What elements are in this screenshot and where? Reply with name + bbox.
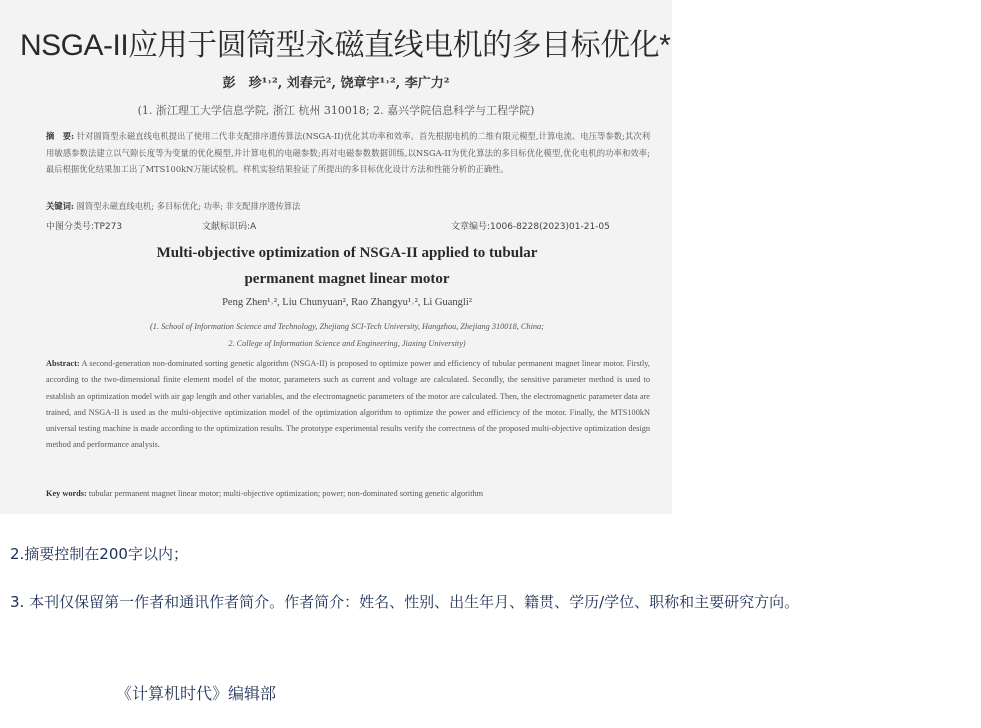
abstract-en-text: A second-generation non-dominated sorting genetic algorithm (NSGA-II) is proposed to optimize power and efficiency of tubular permanent magnet linear motor. Firstly, according to the two-dimensional finite element model of the motor, parameters such as current and voltage are calculated. Secondly, the sensitive parameter method is used to establish an optimization model with air gap length and other variables, and the electromagnetic parameters of the motor are calculated. Then, the electromagnetic parameter data are trained, and NSGA-II is used as the multi-objective optimization model of the optimization algorithm to optimize the power and efficiency of the motor. Finally, the MTS100kN universal testing machine is made according to the optimization results. The prototype experimental results verify the correctness of the proposed multi-objective optimization design method and performance analysis. — [46, 359, 650, 450]
paper-title-en — [0, 240, 672, 292]
affiliation-en-line-1: (1. School of Information Science and Technology, Zhejiang SCI-Tech University, Hangzhou, Zhejiang 310018, China; — [150, 322, 544, 331]
paper-affiliation-cn: (1. 浙江理工大学信息学院, 浙江 杭州 310018; 2. 嘉兴学院信息科学与工程学院) — [137, 104, 535, 117]
keywords-cn-text: 圆筒型永磁直线电机; 多目标优化; 功率; 非支配排序遗传算法 — [76, 201, 301, 211]
article-number: 文章编号:1006-8228(2023)01-21-05 — [451, 222, 610, 232]
note-item-3: 3. 本刊仅保留第一作者和通讯作者简介。作者简介：姓名、性别、出生年月、籍贯、学历/学位、职称和主要研究方向。 — [10, 593, 800, 611]
title-en-line-1: Multi-objective optimization of NSGA-II applied to tubular — [156, 245, 538, 261]
class-number: 中图分类号:TP273 — [46, 222, 123, 232]
paper-authors-en: Peng Zhen¹˒², Liu Chunyuan², Rao Zhangyu¹˒², Li Guangli² — [222, 297, 472, 308]
paper-keywords-cn — [46, 200, 650, 212]
note-item-2: 2.摘要控制在200字以内； — [10, 545, 188, 563]
paper-authors-cn: 彭 珍¹˒², 刘春元², 饶章宇¹˒², 李广力² — [222, 76, 450, 91]
paper-title-cn: NSGA-II应用于圆筒型永磁直线电机的多目标优化* — [20, 29, 671, 62]
paper-abstract-en — [46, 356, 650, 454]
keywords-en-text: tubular permanent magnet linear motor; multi-objective optimization; power; non-dominated sorting genetic algorithm — [88, 489, 484, 498]
document-code: 文献标识码:A — [202, 222, 257, 232]
abstract-en-label: Abstract: — [46, 359, 80, 368]
paper-affiliation-en — [0, 318, 672, 352]
abstract-cn-text: 针对圆筒型永磁直线电机提出了使用二代非支配排序遗传算法(NSGA-II)优化其功率和效率。首先根据电机的二维有限元模型,计算电流、电压等参数;其次利用敏感参数法建立以气隙长度等为变量的优化模型,并计算电机的电磁参数;再对电磁参数数据训练,以NSGA-II为优化算法的多目标优化模型,优化电机的功率和效率;最后根据优化结果加工出了MTS100kN万能试验机。样机实验结果验证了所提出的多目标优化设计方法和性能分析的正确性。 — [46, 131, 650, 174]
affiliation-en-line-2: 2. College of Information Science and Engineering, Jiaxing University) — [228, 339, 466, 348]
sample-paper-image — [0, 0, 672, 514]
keywords-cn-label: 关键词: — [46, 201, 74, 211]
abstract-cn-label: 摘 要: — [46, 131, 75, 141]
paper-keywords-en — [46, 489, 650, 498]
paper-abstract-cn — [46, 128, 650, 178]
editorial-signature: 《计算机时代》编辑部 — [116, 684, 277, 703]
keywords-en-label: Key words: — [46, 489, 87, 498]
title-en-line-2: permanent magnet linear motor — [244, 271, 450, 287]
